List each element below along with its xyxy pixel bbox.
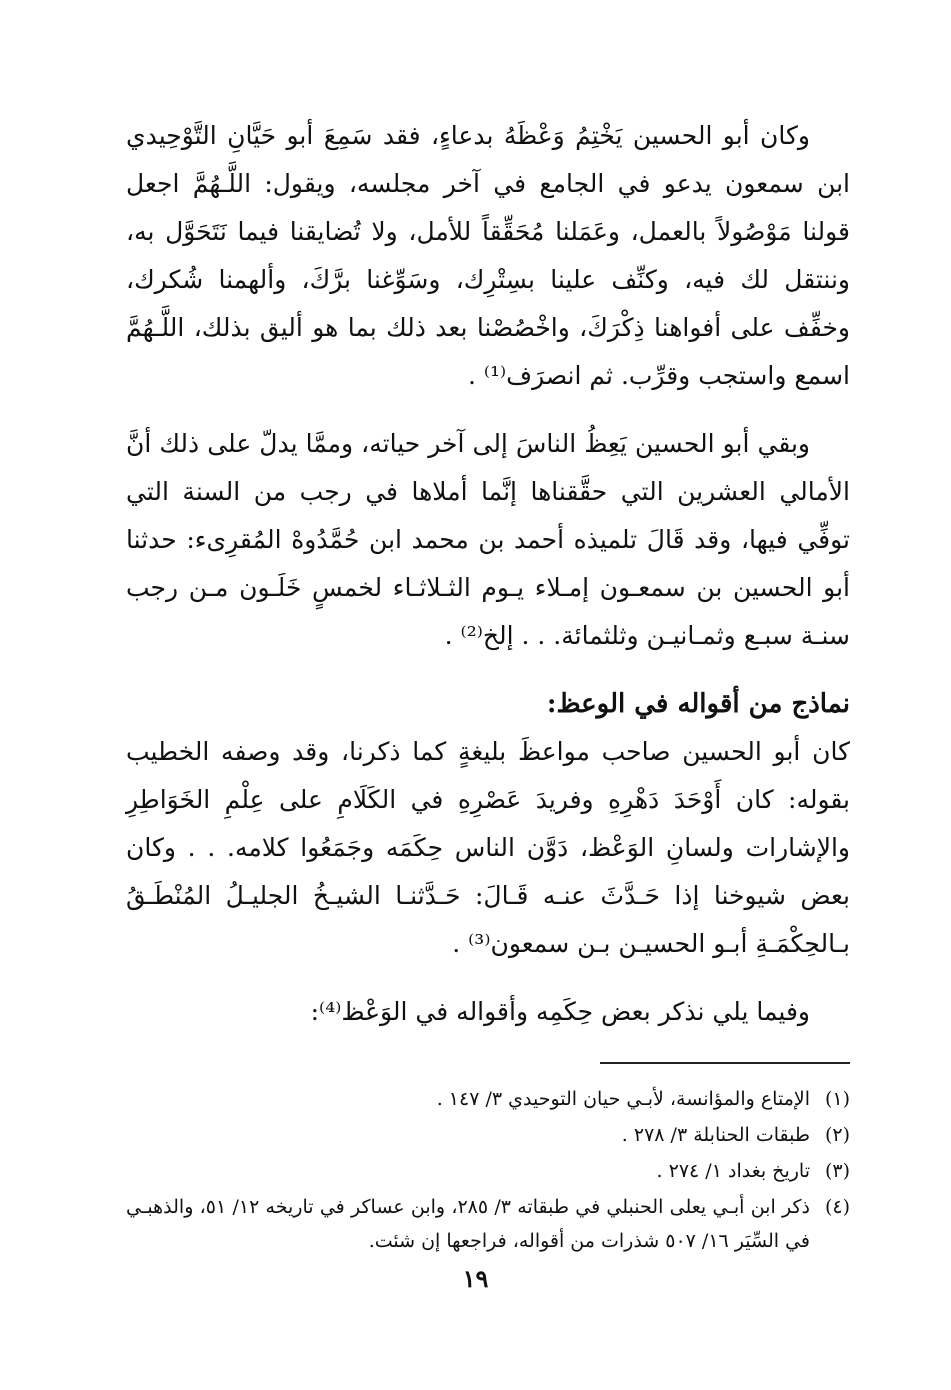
footnote-text: ذكر ابن أبـي يعلى الحنبلي في طبقاته ٣/ ٢٨٥، وابن عساكر في تاريخه ١٢/ ٥١، والذهبـي في السِّيَر ١٦/ ٥٠٧ شذرات من أقواله، فراجعها إن شئت. — [126, 1196, 810, 1252]
footnote-item — [126, 1154, 850, 1188]
paragraph-gap — [126, 400, 850, 420]
paragraph-description: كان أبو الحسين صاحب مواعظَ بليغةٍ كما ذكرنا، وقد وصفه الخطيب بقوله: كان أَوْحَدَ دَهْرِهِ وفريدَ عَصْرِهِ في الكَلَامِ على عِلْمِ الخَوَاطِرِ والإشارات ولسانِ الوَعْظ، دَوَّن الناس حِكَمَه وجَمَعُوا كلامه. . . وكان بعض شيوخنا إذا حَـدَّثَ عنـه قَـالَ: حَـدَّثنـا الشيـخُ الجليـلُ المُنْطَـقُ بـالحِكْمَـةِ أبـو الحسيـن بـن سمعون⁽³⁾ . — [126, 737, 850, 958]
paragraph-intro-sayings: وفيما يلي نذكر بعض حِكَمِه وأقواله في الوَعْظ⁽⁴⁾: — [310, 997, 810, 1026]
paragraph-gap — [126, 968, 850, 988]
footnote-separator — [126, 1062, 850, 1064]
paragraph-preaching-life: وبقي أبو الحسين يَعِظُ الناسَ إلى آخر حياته، وممَّا يدلّ على ذلك أنَّ الأمالي العشرين التي حقَّقناها إنَّما أملاها في رجب من السنة التي توفِّي فيها، وقد قَالَ تلميذه أحمد بن محمد ابن حُمَّدُوهْ المُقرِىء: حدثنا أبو الحسين بن سمعـون إمـلاء يـوم الثـلاثـاء لخمسٍ خَلَـون مـن رجب سنـة سبـع وثمـانيـن وثلثمائة. . . إلخ⁽²⁾ . — [126, 429, 850, 650]
footnote-text: الإمتاع والمؤانسة، لأبـي حيان التوحيدي ٣/ ١٤٧ . — [436, 1088, 810, 1110]
footnote-text: تاريخ بغداد ١/ ٢٧٤ . — [656, 1160, 810, 1182]
section-heading: نماذج من أقواله في الوعظ: — [546, 689, 850, 719]
footnote-number: (١) — [824, 1088, 850, 1110]
footnote-item — [126, 1190, 850, 1258]
page-number: ١٩ — [462, 1264, 489, 1293]
footnote-rule — [600, 1062, 850, 1064]
footnote-text: طبقات الحنابلة ٣/ ٢٧٨ . — [621, 1124, 810, 1146]
footnote-item — [126, 1118, 850, 1152]
page-body — [126, 112, 850, 1260]
footnote-number: (٢) — [824, 1124, 850, 1146]
paragraph-closing-prayer: وكان أبو الحسين يَخْتِمُ وَعْظَهُ بدعاءٍ، فقد سَمِعَ أبو حَيَّانِ التَّوْحِيدي ابن سمعون يدعو في الجامع في آخر مجلسه، ويقول: اللَّـهُمَّ اجعل قولنا مَوْصُولاً بالعمل، وعَمَلنا مُحَقِّقاً للأمل، ولا تُضايقنا فيما نَتَحَوَّل به، وننتقل لك فيه، وكنِّف علينا بسِتْرِك، وسَوِّغنا برَّكَ، وألهمنا شُكرك، وخفِّف على أفواهنا ذِكْرَكَ، واخْصُصْنا بعد ذلك بما هو أليق بذلك، اللَّـهُمَّ اسمع واستجب وقرِّب. ثم انصرَف⁽¹⁾ . — [126, 121, 850, 390]
footnote-number: (٤) — [824, 1196, 850, 1218]
footnote-item — [126, 1082, 850, 1116]
paragraph-gap — [126, 660, 850, 680]
footnotes — [126, 1082, 850, 1258]
footnote-number: (٣) — [824, 1160, 850, 1182]
